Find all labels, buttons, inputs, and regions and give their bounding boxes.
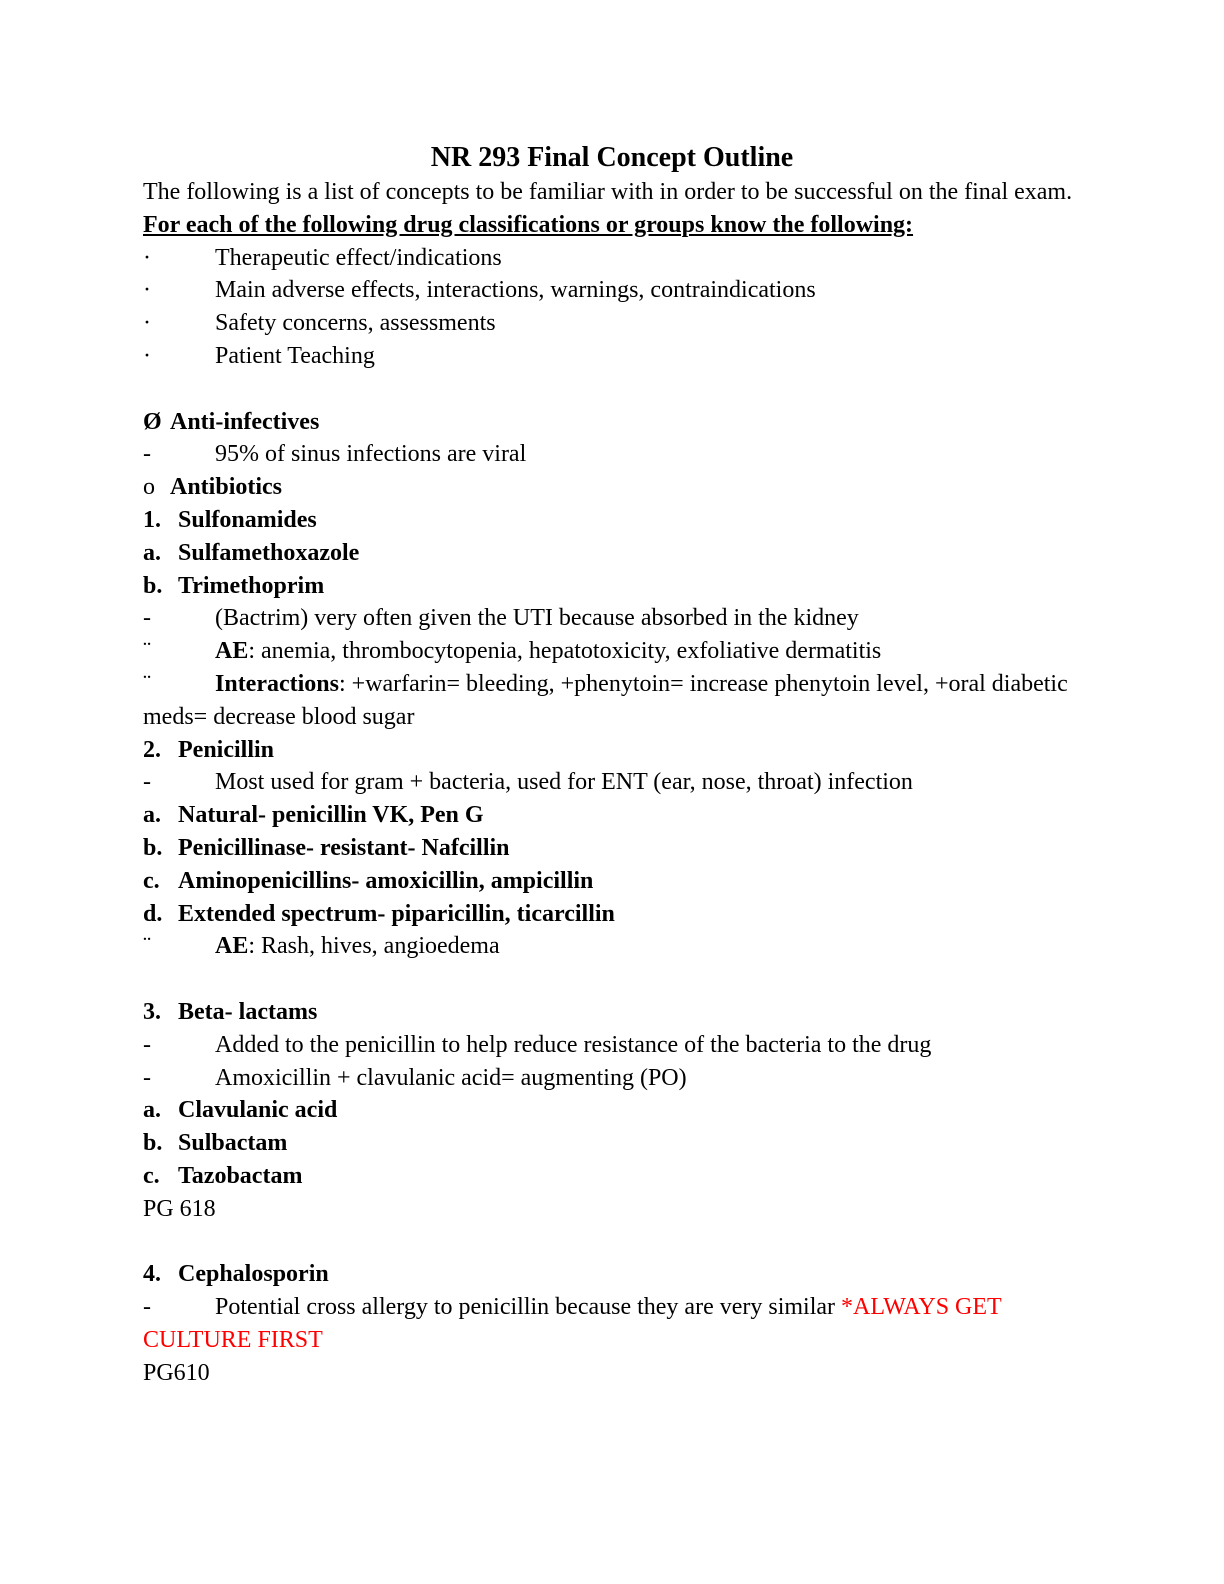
dot-bullet-marker: ·: [143, 342, 151, 369]
line-text: [143, 1324, 323, 1357]
blank-line: [143, 1226, 1138, 1259]
line-text: [215, 766, 913, 799]
doc-line: [143, 209, 1138, 242]
doc-line: [143, 1193, 1138, 1226]
doc-line: [143, 570, 1138, 603]
text-segment: Aminopenicillins- amoxicillin, ampicillin: [178, 867, 594, 894]
number-marker: 1.: [143, 506, 161, 533]
doc-line: [143, 1029, 1138, 1062]
line-text: [215, 602, 859, 635]
line-text: [178, 1160, 302, 1193]
letter-marker: b.: [143, 1130, 163, 1157]
text-segment: Potential cross allergy to penicillin because they are very similar: [215, 1294, 842, 1321]
line-text: [215, 1291, 1002, 1324]
doc-line: [143, 242, 1138, 275]
text-segment: Natural- penicillin VK, Pen G: [178, 802, 484, 829]
diaeresis-bullet-marker: ¨: [143, 638, 151, 665]
line-text: [178, 734, 274, 767]
line-text: [215, 242, 502, 275]
doc-line: [143, 898, 1138, 931]
line-text: [215, 274, 816, 307]
text-segment: : Rash, hives, angioedema: [248, 933, 500, 960]
text-segment: meds= decrease blood sugar: [143, 703, 415, 730]
doc-line: [143, 1062, 1138, 1095]
doc-line: [143, 1160, 1138, 1193]
line-text: [178, 996, 317, 1029]
letter-marker: a.: [143, 802, 161, 829]
line-text: [143, 209, 913, 242]
doc-line: [143, 766, 1138, 799]
letter-marker: c.: [143, 1162, 160, 1189]
doc-line: [143, 504, 1138, 537]
circle-bullet-marker: o: [143, 474, 155, 501]
text-segment: AE: [215, 638, 249, 665]
line-text: [178, 865, 593, 898]
text-segment: Interactions: [215, 670, 339, 697]
dash-bullet-marker: -: [143, 1064, 151, 1091]
doc-line: [143, 865, 1138, 898]
letter-marker: a.: [143, 1097, 161, 1124]
doc-line: [143, 668, 1138, 701]
doc-line: [143, 537, 1138, 570]
line-text: [178, 1127, 287, 1160]
doc-line: [143, 996, 1138, 1029]
line-text: [215, 635, 881, 668]
diaeresis-bullet-marker: ¨: [143, 933, 151, 960]
text-segment: PG610: [143, 1359, 210, 1386]
doc-line: [143, 274, 1138, 307]
letter-marker: c.: [143, 867, 160, 894]
line-text: [178, 570, 324, 603]
letter-marker: b.: [143, 834, 163, 861]
line-text: [215, 438, 526, 471]
line-text: [178, 504, 317, 537]
line-text: [215, 340, 375, 373]
doc-line: [143, 1357, 1138, 1390]
line-text: [215, 307, 496, 340]
dot-bullet-marker: ·: [143, 310, 151, 337]
doc-line: [143, 406, 1138, 439]
text-segment: Sulbactam: [178, 1130, 288, 1157]
doc-line: [143, 701, 1138, 734]
diaeresis-bullet-marker: ¨: [143, 670, 151, 697]
text-segment: Amoxicillin + clavulanic acid= augmenting (PO): [215, 1064, 687, 1091]
doc-line: [143, 602, 1138, 635]
text-segment: Penicillinase- resistant- Nafcillin: [178, 834, 510, 861]
line-text: [178, 832, 510, 865]
blank-line: [143, 373, 1138, 406]
line-text: [170, 471, 282, 504]
doc-line: [143, 635, 1138, 668]
text-segment: *ALWAYS GET: [841, 1294, 1002, 1321]
line-text: [178, 898, 615, 931]
line-text: [170, 406, 319, 439]
line-text: [178, 1258, 329, 1291]
number-marker: 2.: [143, 736, 161, 763]
text-segment: Trimethoprim: [178, 572, 325, 599]
text-segment: (Bactrim) very often given the UTI because absorbed in the kidney: [215, 605, 859, 632]
doc-line: [143, 1291, 1138, 1324]
slashed-o-bullet-marker: Ø: [143, 408, 162, 435]
text-segment: Beta- lactams: [178, 998, 318, 1025]
line-text: [178, 537, 359, 570]
text-segment: For each of the following drug classifications or groups know the following:: [143, 211, 914, 238]
text-segment: Extended spectrum- piparicillin, ticarcillin: [178, 900, 615, 927]
text-segment: Sulfamethoxazole: [178, 539, 360, 566]
text-segment: Safety concerns, assessments: [215, 310, 496, 337]
doc-line: [143, 176, 1138, 209]
line-text: [215, 1029, 931, 1062]
doc-line: [143, 438, 1138, 471]
doc-line: [143, 340, 1138, 373]
doc-line: [143, 307, 1138, 340]
letter-marker: b.: [143, 572, 163, 599]
line-text: [215, 668, 1068, 701]
number-marker: 3.: [143, 998, 161, 1025]
text-segment: Most used for gram + bacteria, used for ENT (ear, nose, throat) infection: [215, 769, 913, 796]
doc-line: [143, 734, 1138, 767]
dash-bullet-marker: -: [143, 441, 151, 468]
doc-line: [143, 471, 1138, 504]
page-title: NR 293 Final Concept Outline: [430, 142, 794, 173]
text-segment: Sulfonamides: [178, 506, 317, 533]
dot-bullet-marker: ·: [143, 277, 151, 304]
doc-line: [143, 1258, 1138, 1291]
line-text: [215, 930, 500, 963]
dash-bullet-marker: -: [143, 769, 151, 796]
line-text: [178, 799, 484, 832]
line-text: [143, 1357, 210, 1390]
blank-line: [143, 963, 1138, 996]
text-segment: PG 618: [143, 1195, 216, 1222]
line-text: [143, 176, 1072, 209]
doc-line: [143, 930, 1138, 963]
text-segment: Therapeutic effect/indications: [215, 244, 502, 271]
text-segment: AE: [215, 933, 249, 960]
text-segment: : +warfarin= bleeding, +phenytoin= increase phenytoin level, +oral diabetic: [338, 670, 1068, 697]
doc-line: [143, 1127, 1138, 1160]
dash-bullet-marker: -: [143, 1294, 151, 1321]
text-segment: Added to the penicillin to help reduce resistance of the bacteria to the drug: [215, 1031, 932, 1058]
text-segment: Tazobactam: [178, 1162, 303, 1189]
text-segment: Penicillin: [178, 736, 274, 763]
text-segment: 95% of sinus infections are viral: [215, 441, 527, 468]
line-text: [143, 701, 414, 734]
line-text: [143, 1193, 216, 1226]
doc-line: [143, 1094, 1138, 1127]
letter-marker: a.: [143, 539, 161, 566]
doc-line: [143, 1324, 1138, 1357]
letter-marker: d.: [143, 900, 163, 927]
text-segment: The following is a list of concepts to be familiar with in order to be successful on the final exam.: [143, 179, 1073, 205]
text-segment: : anemia, thrombocytopenia, hepatotoxicity, exfoliative dermatitis: [248, 638, 882, 665]
text-segment: Anti-infectives: [170, 408, 320, 435]
dot-bullet-marker: ·: [143, 244, 151, 271]
doc-line: [143, 832, 1138, 865]
number-marker: 4.: [143, 1261, 161, 1288]
line-text: [215, 1062, 687, 1095]
text-segment: Antibiotics: [170, 474, 283, 501]
dash-bullet-marker: -: [143, 1031, 151, 1058]
text-segment: Main adverse effects, interactions, warnings, contraindications: [215, 277, 816, 304]
text-segment: Clavulanic acid: [178, 1097, 338, 1124]
text-segment: Cephalosporin: [178, 1261, 329, 1288]
text-segment: Patient Teaching: [215, 342, 375, 369]
text-segment: CULTURE FIRST: [143, 1326, 323, 1353]
dash-bullet-marker: -: [143, 605, 151, 632]
doc-line: [143, 799, 1138, 832]
line-text: [178, 1094, 337, 1127]
document-lines: [143, 176, 1138, 1389]
